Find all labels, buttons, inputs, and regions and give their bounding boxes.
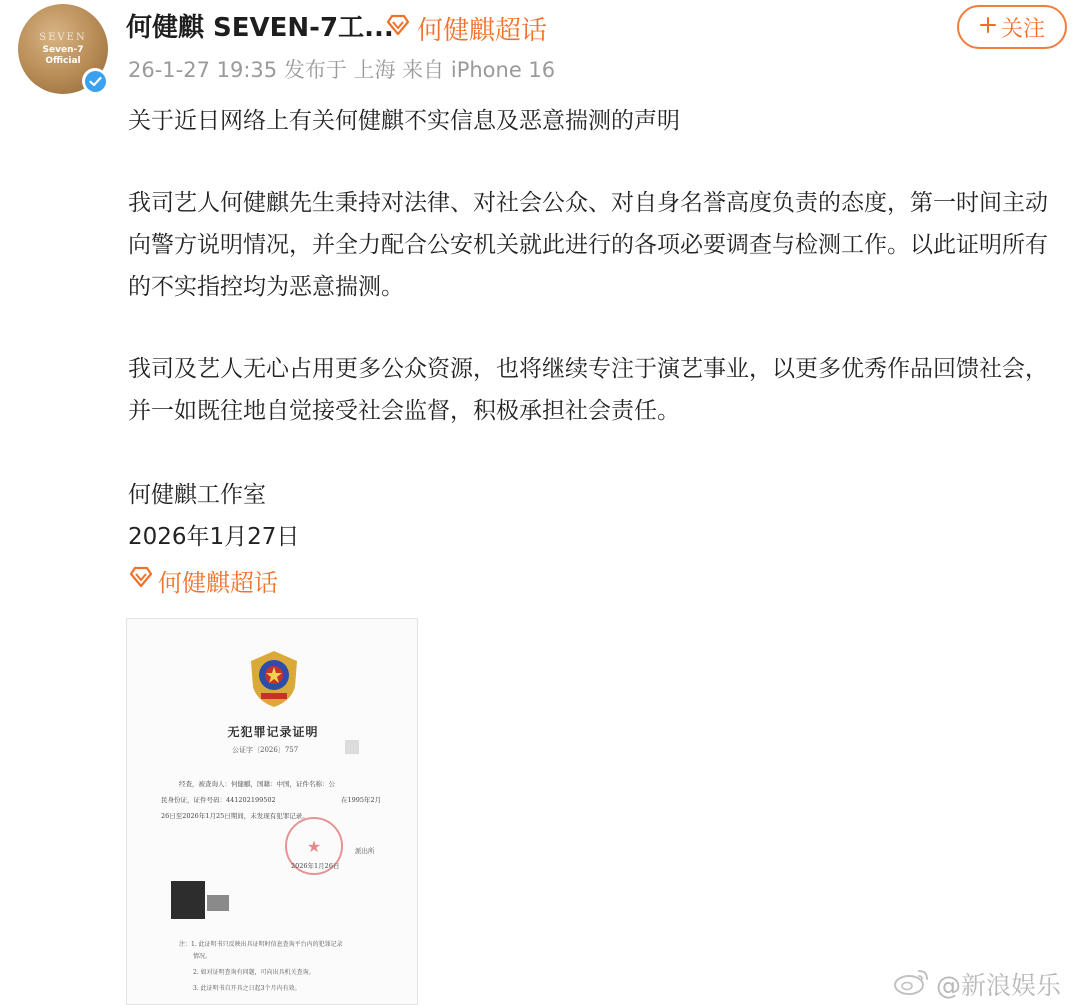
redaction-block	[171, 881, 205, 919]
post-paragraph-2: 我司及艺人无心占用更多公众资源，也将继续专注于演艺事业，以更多优秀作品回馈社会，并一如既往地自觉接受社会监督，积极承担社会责任。	[128, 356, 1048, 424]
certificate-note-3: 3. 此证明书自开具之日起3个月内有效。	[193, 985, 301, 992]
super-topic-link-label: 何健麒超话	[158, 568, 278, 597]
follow-button[interactable]	[957, 5, 1067, 49]
certificate-line-1: 经查，被查询人：何健麒，国籍：中国，证件名称：公	[179, 780, 335, 788]
super-topic-link[interactable]	[128, 560, 278, 600]
redaction-block	[345, 740, 359, 754]
attached-certificate-image[interactable]	[126, 618, 418, 1005]
post-signature: 何健麒工作室	[128, 482, 266, 508]
avatar-text-line2: Official	[45, 55, 81, 66]
verified-badge-icon	[82, 68, 108, 94]
certificate-issue-date: 2026年1月26日	[291, 862, 340, 870]
post-meta: 26-1-27 19:35 发布于 上海 来自 iPhone 16	[128, 58, 556, 82]
certificate-line-2: 民身份证，证件号码：441202199502	[161, 796, 276, 804]
avatar-text-line1: Seven-7	[42, 44, 84, 55]
follow-label: 关注	[1000, 16, 1045, 42]
username[interactable]: 何健麒 SEVEN-7工...	[126, 13, 394, 43]
weibo-logo-icon	[892, 966, 932, 1002]
certificate-number: 公证字〔2026〕757	[232, 746, 299, 754]
certificate-note-2: 2. 如对证明查询有问题，可向出具机关查询。	[193, 969, 315, 976]
certificate-issuer: 派出所	[355, 847, 375, 855]
super-topic-label: 何健麒超话	[417, 15, 548, 46]
post-paragraph-1: 我司艺人何健麒先生秉持对法律、对社会公众、对自身名誉高度负责的态度，第一时间主动向警方说明情况，并全力配合公安机关就此进行的各项必要调查与检测工作。以此证明所有的不实指控均为恶意揣测。	[128, 190, 1048, 300]
super-topic-icon	[385, 13, 411, 43]
super-topic-icon	[128, 566, 154, 594]
redaction-block	[207, 895, 229, 911]
plus-icon	[979, 15, 997, 40]
watermark	[892, 964, 1061, 1004]
certificate-note-1: 注：1. 此证明书只反映出具证明时信息查询平台内的犯罪记录	[179, 941, 343, 948]
certificate-line-2b: 在1995年2月	[341, 796, 382, 804]
post-title-line: 关于近日网络上有关何健麒不实信息及恶意揣测的声明	[128, 108, 680, 134]
super-topic-header-link[interactable]	[385, 10, 547, 46]
avatar-monogram: SEVEN	[39, 31, 87, 43]
certificate-line-3: 26日至2026年1月25日期间，未发现有犯罪记录。	[161, 812, 309, 820]
certificate-note-1b: 情况。	[193, 953, 212, 960]
post-date: 2026年1月27日	[128, 524, 300, 550]
police-emblem-icon	[245, 649, 303, 713]
official-seal-icon: ★	[285, 817, 343, 875]
watermark-text: @新浪娱乐	[936, 971, 1062, 1000]
certificate-title: 无犯罪记录证明	[227, 725, 319, 739]
